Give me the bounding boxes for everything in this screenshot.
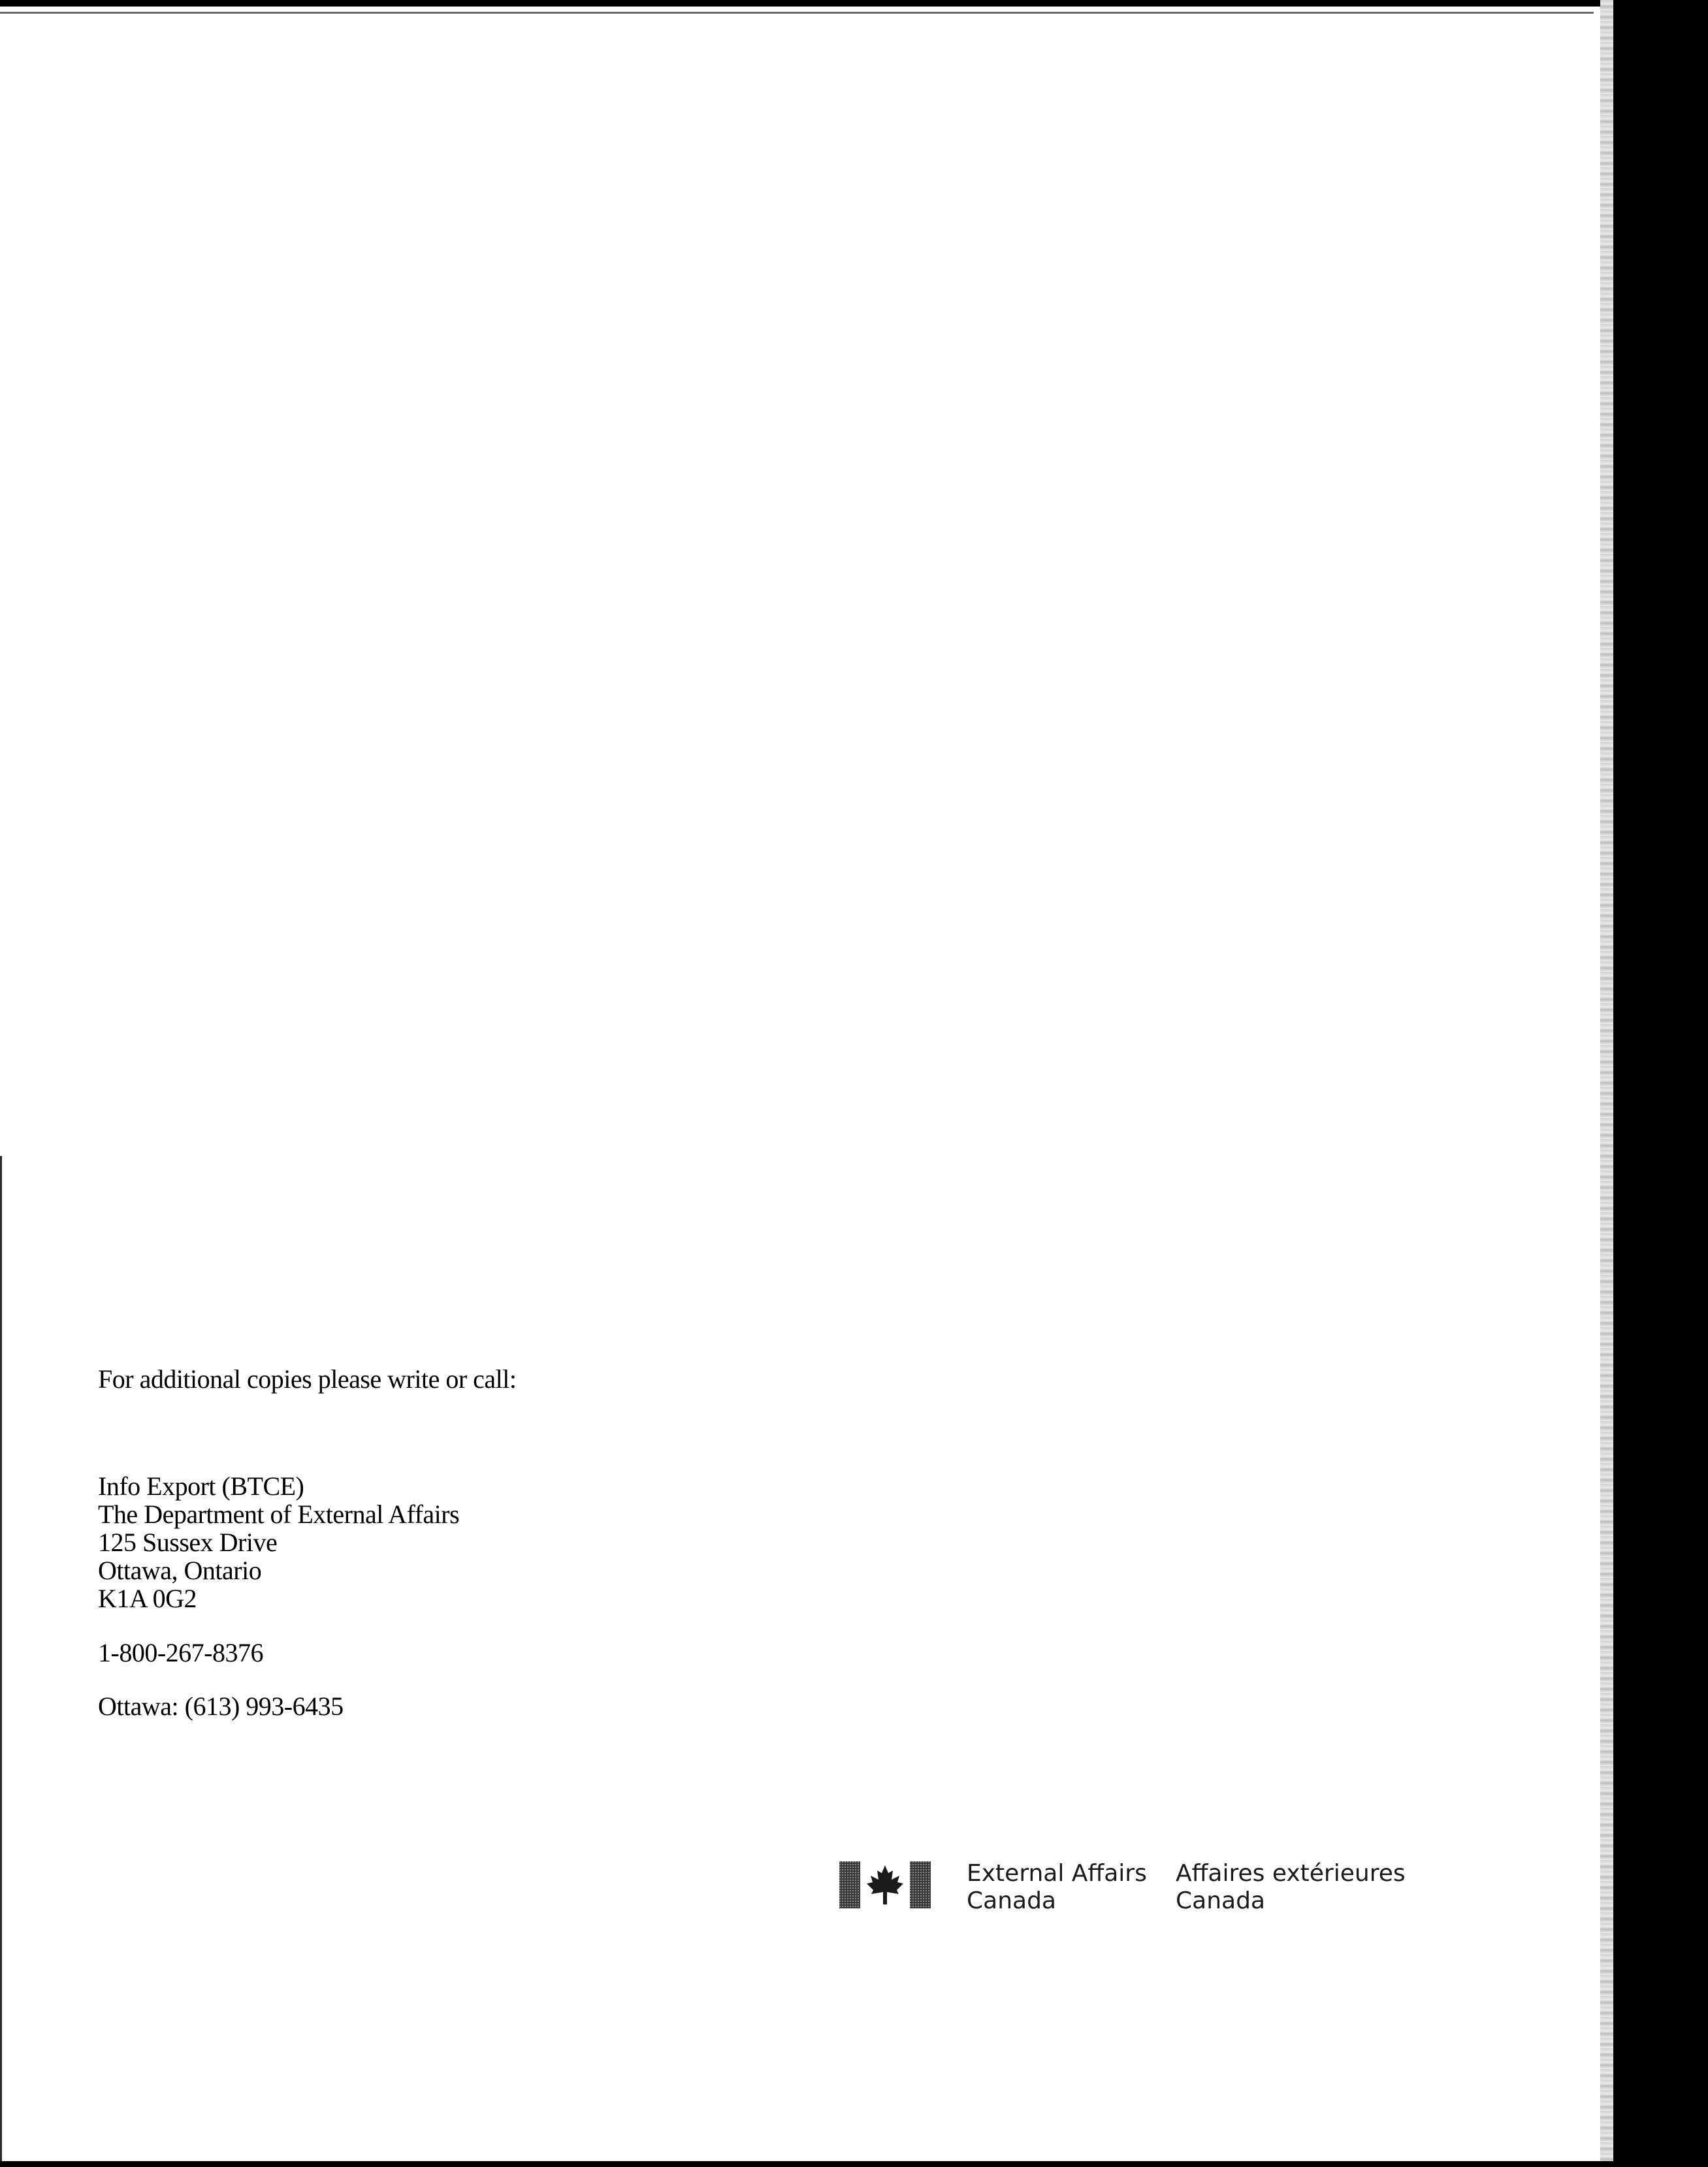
ottawa-phone-number: Ottawa: (613) 993-6435	[98, 1692, 344, 1721]
scan-right-strip	[1600, 0, 1613, 2167]
address-line: 125 Sussex Drive	[98, 1528, 278, 1557]
scan-top-edge	[0, 0, 1708, 7]
address-line: The Department of External Affairs	[98, 1500, 460, 1529]
agency-name-french	[1176, 1860, 1406, 1915]
scan-top-line	[0, 12, 1594, 14]
scan-left-edge	[0, 1156, 2, 2167]
scan-bottom-edge	[0, 2161, 1708, 2167]
agency-name-line: External Affairs	[967, 1860, 1147, 1887]
toll-free-number: 1-800-267-8376	[98, 1638, 263, 1667]
agency-name-line: Affaires extérieures	[1176, 1860, 1406, 1887]
agency-name-english	[967, 1860, 1147, 1915]
contact-heading: For additional copies please write or call:	[98, 1364, 517, 1394]
address-line: Info Export (BTCE)	[98, 1471, 304, 1501]
agency-name-line: Canada	[967, 1887, 1056, 1914]
agency-name-line: Canada	[1176, 1887, 1265, 1914]
address-line: Ottawa, Ontario	[98, 1556, 262, 1585]
scan-right-shade	[1613, 0, 1708, 2167]
mailing-address	[98, 1472, 517, 1613]
address-line: K1A 0G2	[98, 1584, 197, 1613]
contact-block	[98, 1365, 517, 1721]
canada-flag-icon	[839, 1861, 931, 1908]
